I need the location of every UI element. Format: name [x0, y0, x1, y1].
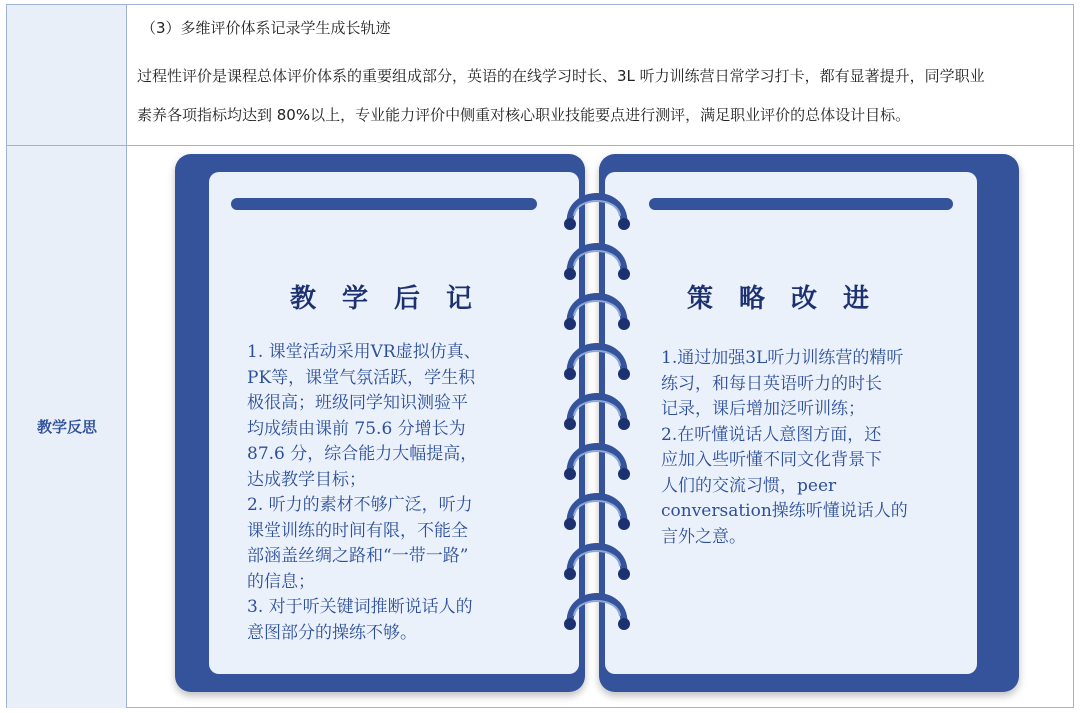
spiral-hole [564, 318, 576, 330]
text-line: 达成教学目标； [247, 469, 366, 490]
text-line: 2. 听力的素材不够广泛，听力 [247, 495, 473, 515]
spiral-hole [564, 218, 576, 230]
spiral-hole [618, 368, 630, 380]
spiral-hole [618, 618, 630, 630]
section-paragraph [137, 57, 1072, 135]
content-cell [127, 5, 1073, 145]
row-label-cell-empty [7, 5, 127, 145]
right-page-bar [649, 198, 953, 210]
text-line: 3. 对于听关键词推断说话人的 [247, 597, 473, 617]
spiral-hole [564, 418, 576, 430]
spiral-binding [552, 186, 642, 636]
row-label: 教学反思 [36, 418, 97, 436]
spiral-hole [618, 268, 630, 280]
text-line: 87.6 分，综合能力大幅提高， [247, 444, 478, 464]
text-line: 意图部分的操练不够。 [247, 622, 417, 643]
spiral-hole [618, 318, 630, 330]
text-line: 部涵盖丝绸之路和“一带一路” [247, 546, 469, 566]
table-row-evaluation [7, 5, 1073, 146]
section-title: （3）多维评价体系记录学生成长轨迹 [141, 19, 391, 37]
text-line: PK等，课堂气氛活跃，学生积 [247, 367, 476, 388]
spiral-hole [564, 618, 576, 630]
text-line: 均成绩由课前 75.6 分增长为 [247, 418, 466, 439]
spiral-hole [564, 468, 576, 480]
text-line: 记录，课后增加泛听训练； [661, 399, 865, 419]
spiral-hole [564, 268, 576, 280]
left-page-title: 教学后记 [289, 284, 498, 314]
text-line: 1.通过加强3L听力训练营的精听 [661, 348, 904, 368]
paragraph-line: 过程性评价是课程总体评价体系的重要组成部分，英语的在线学习时长、3L 听力训练营日常学习打卡，都有显著提升，同学职业 [137, 67, 985, 85]
text-line: 2.在听懂说话人意图方面，还 [661, 424, 882, 445]
text-line: 的信息； [247, 571, 315, 592]
right-page-text [661, 346, 908, 550]
text-line: 1. 课堂活动采用VR虚拟仿真、 [247, 342, 481, 362]
spiral-hole [618, 518, 630, 530]
paragraph-line: 素养各项指标均达到 80%以上，专业能力评价中侧重对核心职业技能要点进行测评，满足职业评价的总体设计目标。 [137, 106, 911, 124]
text-line: 人们的交流习惯，peer [661, 475, 837, 496]
right-page-title: 策略改进 [686, 284, 895, 314]
spiral-hole [618, 218, 630, 230]
spiral-hole [618, 418, 630, 430]
left-page [209, 172, 579, 674]
left-page-bar [231, 198, 537, 210]
spiral-rings [564, 197, 630, 631]
right-page [605, 172, 977, 674]
text-line: 应加入些听懂不同文化背景下 [661, 450, 882, 470]
content-table [6, 4, 1074, 708]
text-line: 极很高；班级同学知识测验平 [247, 393, 468, 413]
left-page-text [247, 340, 481, 646]
notebook-illustration [127, 146, 1075, 708]
table-row-reflection [7, 146, 1073, 708]
spiral-hole [618, 468, 630, 480]
spiral-hole [564, 518, 576, 530]
text-line: 练习，和每日英语听力的时长 [661, 373, 882, 394]
text-line: conversation操练听懂说话人的 [661, 501, 908, 521]
text-line: 言外之意。 [661, 526, 746, 547]
text-line: 课堂训练的时间有限，不能全 [247, 520, 468, 541]
row-label-cell [7, 146, 127, 708]
spiral-hole [564, 368, 576, 380]
spiral-hole [618, 568, 630, 580]
notebook-cell [127, 146, 1073, 708]
spiral-hole [564, 568, 576, 580]
